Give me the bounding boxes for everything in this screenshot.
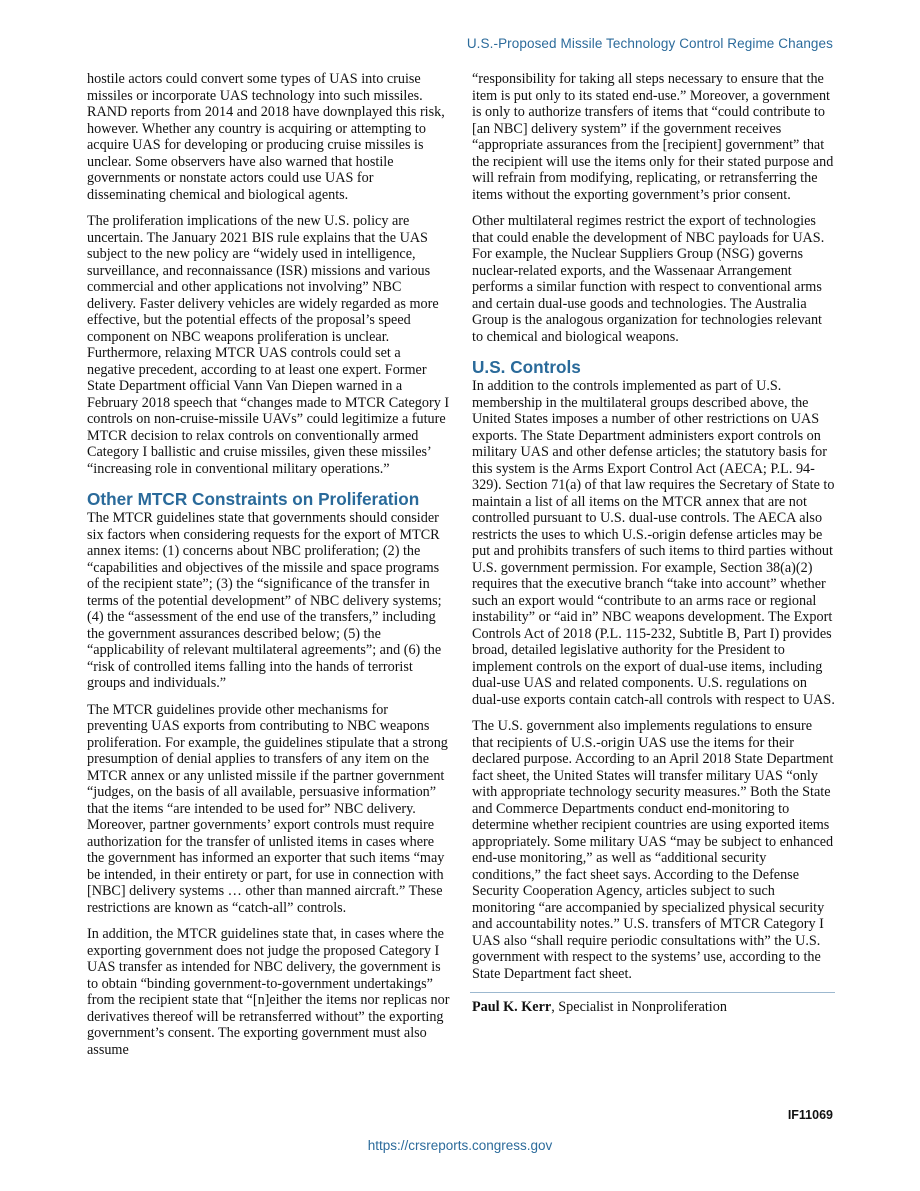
report-id: IF11069 — [787, 1108, 833, 1122]
section-heading-other-mtcr-constraints: Other MTCR Constraints on Proliferation — [87, 489, 420, 509]
paragraph: In addition to the controls implemented as part of U.S. membership in the multilateral groups described above, the United States imposes a number of other restrictions on UAS exports. The State Department administers export controls on military UAS and other defense articles; the statutory basis for this system is the Arms Export Control Act (AECA; P.L. 94-329). Section 71(a) of that law requires the Secretary of State to maintain a list of all items on the MTCR annex that are not controlled pursuant to U.S. dual-use controls. The AECA also restricts the uses to which U.S.-origin defense articles may be put and prohibits transfers of such items to third parties without U.S. government permission. For example, Section 38(a)(2) requires that the executive branch “take into account” whether such an export would “contribute to an arms race or regional instability” or “aid in” NBC weapons development. The Export Controls Act of 2018 (P.L. 115-232, Subtitle B, Part I) provides broad, detailed legislative authority for the President to implement controls on the export of dual-use items, including dual-use UAS and related components. U.S. regulations on dual-use exports contain catch-all controls with respect to UAS. — [472, 378, 835, 708]
paragraph: Other multilateral regimes restrict the export of technologies that could enable the development of NBC payloads for UAS. For example, the Nuclear Suppliers Group (NSG) governs nuclear-related exports, and the Wassenaar Arrangement performs a similar function with respect to conventional arms and certain dual-use goods and technologies. The Australia Group is the analogous organization for technologies relevant to chemical and biological weapons. — [472, 213, 825, 345]
footer-link[interactable]: https://crsreports.congress.gov — [367, 1138, 553, 1153]
running-header: U.S.-Proposed Missile Technology Control Regime Changes — [466, 36, 833, 51]
paragraph: The MTCR guidelines state that governments should consider six factors when considering requests for the export of MTCR annex items: (1) concerns about NBC proliferation; (2) the “capabilities and objectives of the missile and space programs of the recipient state”; (3) the “significance of the transfer in terms of the potential development” of NBC delivery systems; (4) the “assessment of the end use of the transfers,” including the government assurances described below; (5) the “applicability of relevant multilateral agreements”; and (6) the “risk of controlled items falling into the hands of terrorist groups and individuals.” — [87, 510, 442, 691]
paragraph: “responsibility for taking all steps necessary to ensure that the item is put only to its stated end-use.” Moreover, a government is only to authorize transfers of items that “could contribute to [an NBC] delivery system” if the government receives “appropriate assurances from the [recipient] government” that the recipient will use the items only for their stated purpose and will refrain from modifying, replicating, or retransferring the items without the exporting government’s prior consent. — [472, 71, 834, 203]
author-line — [472, 999, 835, 1016]
paragraph: In addition, the MTCR guidelines state that, in cases where the exporting government does not judge the proposed Category I UAS transfer as intended for NBC delivery, the government is to obtain “binding government-to-government undertakings” from the recipient state that “[n]either the items nor replicas nor derivatives thereof will be retransferred without” the exporting government’s consent. The exporting government must also assume — [87, 926, 450, 1058]
author-title: , Specialist in Nonproliferation — [551, 999, 727, 1015]
paragraph: The proliferation implications of the new U.S. policy are uncertain. The January 2021 BIS rule explains that the UAS subject to the new policy are “widely used in intelligence, surveillance, and reconnaissance (ISR) missions and various commercial and other applications not involving” NBC delivery. Faster delivery vehicles are widely regarded as more effective, but the potential effects of the proposal’s speed component on NBC weapons proliferation is unclear. Furthermore, relaxing MTCR UAS controls could set a negative precedent, according to at least one expert. Former State Department official Vann Van Diepen warned in a February 2018 speech that “changes made to MTCR Category I controls on non-cruise-missile UAVs” could legitimize a future MTCR decision to relax controls on conventionally armed Category I ballistic and cruise missiles, given these missiles’ “increasing role in conventional military operations.” — [87, 213, 450, 477]
paragraph: The MTCR guidelines provide other mechanisms for preventing UAS exports from contributing to NBC weapons proliferation. For example, the guidelines stipulate that a strong presumption of denial applies to transfers of any item on the MTCR annex or any unlisted missile if the partner government “judges, on the basis of all available, persuasive information” that the items “are intended to be used for” NBC delivery. Moreover, partner governments’ export controls must require authorization for the transfer of unlisted items in cases where the government has informed an exporter that such items “may be intended, in their entirety or part, for use in connection with [NBC] delivery systems … other than manned aircraft.” These restrictions are known as “catch-all” controls. — [87, 701, 448, 916]
paragraph: The U.S. government also implements regulations to ensure that recipients of U.S.-origin UAS use the items for their declared purpose. According to an April 2018 State Department fact sheet, the United States will transfer military UAS “only with appropriate technology security measures.” Both the State and Commerce Departments conduct end-monitoring to determine whether recipient countries are using exported items appropriately. Some military UAS “may be subject to enhanced end-use monitoring,” as well as “additional security conditions,” the fact sheet says. According to the Defense Security Cooperation Agency, articles subject to such monitoring “are accompanied by specialized physical security and accountability notes.” U.S. transfers of MTCR Category I UAS also “shall require periodic consultations with” the U.S. government with respect to the systems’ use, according to the State Department fact sheet. — [472, 718, 834, 982]
author-name: Paul K. Kerr — [472, 999, 552, 1015]
right-column — [472, 71, 835, 1016]
section-heading-us-controls: U.S. Controls — [472, 357, 581, 377]
author-divider — [470, 992, 835, 993]
paragraph: hostile actors could convert some types of UAS into cruise missiles or incorporate UAS technology into such missiles. RAND reports from 2014 and 2018 have downplayed this risk, however. Whether any country is acquiring or attempting to acquire UAS for developing or producing cruise missiles is unclear. Some observers have also warned that hostile governments or nonstate actors could use UAS for disseminating chemical and biological agents. — [87, 71, 445, 203]
left-column — [87, 71, 450, 1058]
